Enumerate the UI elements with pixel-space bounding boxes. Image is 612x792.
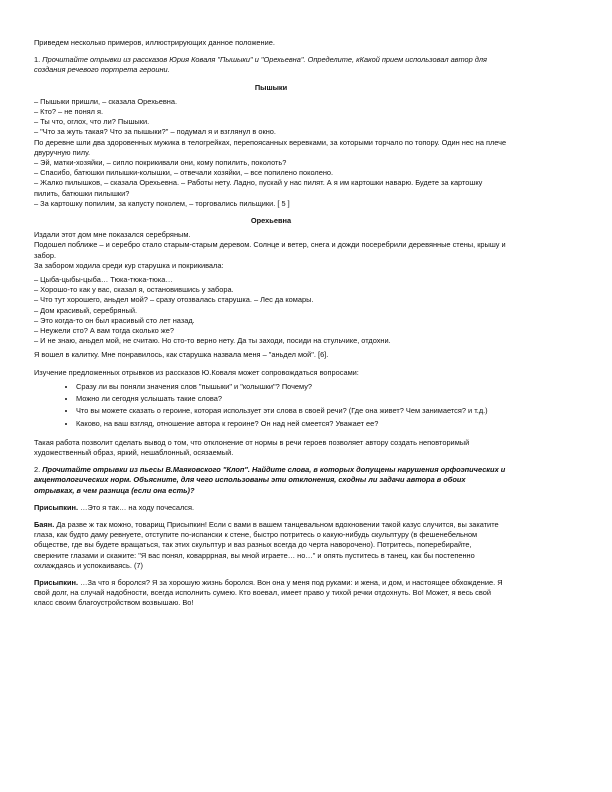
play-line-text: …За что я боролся? Я за хорошую жизнь боролся. Вон она у меня под руками: и жена, и дом, и настоящее обхождение. Я свой долг, на случай надобности, всегда исполнить сумею. Кто воевал, имеет право у тихой речки отдохнуть. Во! Может, я весь свой класс своим благоустройством возвышаю. Во! xyxy=(34,577,503,608)
task-1 xyxy=(34,55,508,75)
task-2 xyxy=(34,465,508,496)
story-1-line: – Жалко пилышков, – сказала Орехьевна. – Работы нету. Ладно, пускай у нас пилят. А я им картошки наварю. Будете за картошку пилить, батюшки пилышки? xyxy=(34,178,483,198)
question-item: • Что вы можете сказать о героине, которая использует эти слова в своей речи? (Где она живет? Чем занимается? и т.д.) xyxy=(76,406,508,416)
story-1-line: – Эй, матки-хозяйки, – сипло покрикивали они, кому попилить, поколоть? xyxy=(34,158,287,168)
story-1-text xyxy=(34,97,508,209)
task-2-text: Прочитайте отрывки из пьесы В.Маяковского "Клоп". Найдите слова, в которых допущены нарушения орфоэпических и акцентологических норм. Объясните, для чего использованы эти отклонения, сходны ли задачи автора в обоих отрывках, в чем разница (если она есть)? xyxy=(34,465,506,495)
story-2-line: – Хорошо-то как у вас, сказал я, остановившись у забора. xyxy=(34,285,234,295)
story-2-line: – Неужели сто? А вам тогда сколько же? xyxy=(34,326,174,336)
play-line-text: Да разве ж так можно, товарищ Присыпкин! Если с вами в вашем танцевальном вдохновении такой казус случится, вы закатите глаза, как будто даму ревнуете, отступите по-испански к стене, быстро потритесь о какую-нибудь скульптуру (в фешенебельном обществе, где вы будете вращаться, так этих скульптур и ваз разных всегда до черта наворочено). Потритесь, поперебирайте, сверкните глазами и скажите: "Я вас понял, коварррная, вы мной играете… но…" и опять пуститесь в танец, как бы постепенно охлаждаясь и успокаиваясь. (7) xyxy=(34,519,499,570)
play-line-text: …Это я так… на ходу почесался. xyxy=(80,502,195,512)
story-2-line: Издали этот дом мне показался серебряным. xyxy=(34,230,191,240)
speaker-name: Присыпкин. xyxy=(34,502,79,512)
story-2-line: За забором ходила среди кур старушка и покрикивала: xyxy=(34,260,224,270)
story-2-line: – И не знаю, аньдел мой, не считаю. Но сто-то верно нету. Да ты заходи, посиди на стульчике, отдохни. xyxy=(34,336,391,346)
play-line xyxy=(34,520,508,571)
story-2-line: Я вошел в калитку. Мне понравилось, как старушка назвала меня – "аньдел мой". [6]. xyxy=(34,350,329,360)
intro-paragraph: Приведем несколько примеров, иллюстрирующих данное положение. xyxy=(34,38,275,47)
play-line xyxy=(34,503,508,513)
story-1-line: – "Что за жуть такая? Что за пышыки?" – подумал я и взглянул в окно. xyxy=(34,127,276,137)
story-1-title: Пышыки xyxy=(254,82,288,92)
story-1-line: По деревне шли два здоровенных мужика в телогрейках, перепоясанных веревками, за которыми торчало по топору. Один нес на плече двуручную пилу. xyxy=(34,137,507,157)
question-item: • Каково, на ваш взгляд, отношение автора к героине? Он над ней смеется? Уважает ее? xyxy=(76,419,508,429)
story-1-line: – За картошку попилим, за капусту поколем, – торговались пильщики. [ 5 ] xyxy=(34,198,290,208)
story-2-line: – Цыба-цыбы-цыба… Тюка-тюка-тюка… xyxy=(34,275,173,285)
story-2-title: Орехьевна xyxy=(250,216,292,226)
story-1-line: – Кто? – не понял я. xyxy=(34,107,104,117)
story-2-line: – Дом красивый, серебряный. xyxy=(34,305,138,315)
story-2-line: – Что тут хорошего, аньдел мой? – сразу отозвалась старушка. – Лес да комары. xyxy=(34,295,314,305)
story-1-line: – Пышыки пришли, – сказала Орехьевна. xyxy=(34,96,178,106)
questions-list xyxy=(34,382,508,429)
play-line xyxy=(34,578,508,609)
task-2-number: 2. xyxy=(34,465,41,475)
speaker-name: Баян. xyxy=(34,519,55,529)
story-1-line: – Спасибо, батюшки пилышки-колышки, – отвечали хозяйки, – все попилено поколено. xyxy=(34,168,334,178)
story-2-line: – Это когда-то он был красивый сто лет назад. xyxy=(34,315,195,325)
story-1-line: – Ты что, оглох, что ли? Пышыки. xyxy=(34,117,150,127)
question-item: • Сразу ли вы поняли значения слов "пышыки" и "колышки"? Почему? xyxy=(76,382,508,392)
question-item: • Можно ли сегодня услышать такие слова? xyxy=(76,394,508,404)
speaker-name: Присыпкин. xyxy=(34,577,79,587)
story-2-line: Подошел поближе – и серебро стало старым-старым деревом. Солнце и ветер, снега и дожди посеребрили деревянные стены, крышу и забор. xyxy=(34,240,506,260)
task-1-text: Прочитайте отрывки из рассказов Юрия Коваля "Пышыки" и "Орехьевна". Определите, кКакой прием использовал автор для создания речевого портрета героини. xyxy=(34,55,488,75)
questions-intro: Изучение предложенных отрывков из рассказов Ю.Коваля может сопровождаться вопросами: xyxy=(34,367,359,377)
story-2-text xyxy=(34,230,508,360)
task-1-number: 1. xyxy=(34,55,41,65)
conclusion-paragraph: Такая работа позволит сделать вывод о том, что отклонение от нормы в речи героев позволяет автору создать неповторимый художественный образ, яркий, нешаблонный, осязаемый. xyxy=(34,437,470,457)
